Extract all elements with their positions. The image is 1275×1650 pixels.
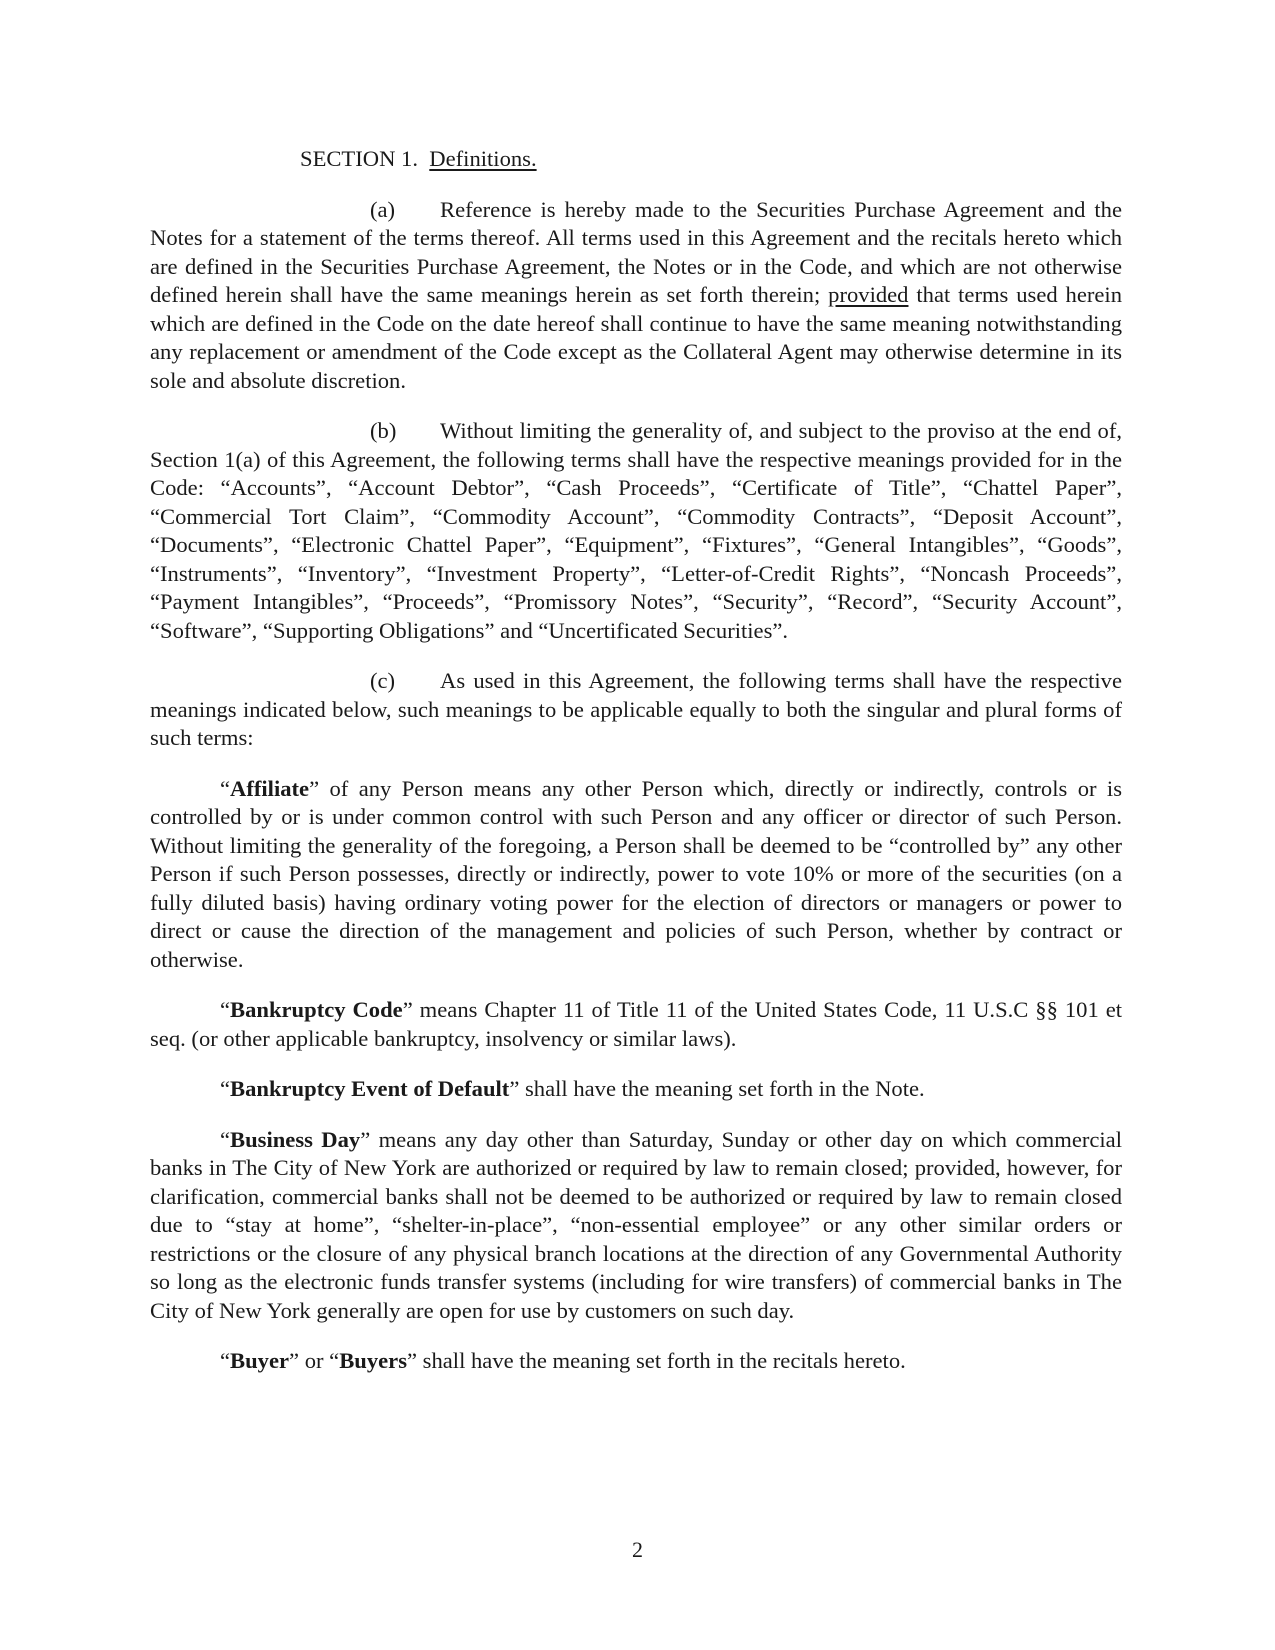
paragraph-b-label: (b) (370, 418, 397, 443)
section-title: Definitions. (429, 146, 537, 171)
defined-term-bankruptcy-code: Bankruptcy Code (230, 997, 403, 1022)
paragraph-c-text: As used in this Agreement, the following terms shall have the respective meanings indicated below, such meanings to be applicable equally to both the singular and plural forms of such terms: (150, 668, 1122, 750)
definition-business-day-text: ” means any day other than Saturday, Sunday or other day on which commercial banks in The City of New York are authorized or required by law to remain closed; provided, however, for clarification, commercial banks shall not be deemed to be authorized or required by law to remain closed due to “stay at home”, “shelter-in-place”, “non-essential employee” or any other similar orders or restrictions or the closure of any physical branch locations at the direction of any Governmental Authority so long as the electronic funds transfer systems (including for wire transfers) of commercial banks in The City of New York generally are open for use by customers on such day. (150, 1126, 1122, 1323)
defined-term-bankruptcy-event-of-default: Bankruptcy Event of Default (230, 1076, 510, 1101)
definition-bankruptcy-event-text: ” shall have the meaning set forth in the Note. (509, 1076, 925, 1101)
definition-buyer-text: ” shall have the meaning set forth in the recitals hereto. (407, 1348, 906, 1373)
definition-business-day: “Business Day” means any day other than Saturday, Sunday or other day on which commercial banks in The City of New York are authorized or required by law to remain closed; provided, however, for clarification, commercial banks shall not be deemed to be authorized or required by law to remain closed due to “stay at home”, “shelter-in-place”, “non-essential employee” or any other similar orders or restrictions or the closure of any physical branch locations at the direction of any Governmental Authority so long as the electronic funds transfer systems (including for wire transfers) of commercial banks in The City of New York generally are open for use by customers on such day. (150, 1126, 1122, 1323)
paragraph-a (150, 196, 1122, 396)
document-body (150, 145, 1122, 1376)
defined-term-buyers: Buyers (339, 1348, 407, 1373)
paragraph-b (150, 417, 1122, 645)
paragraph-c (150, 667, 1122, 753)
defined-term-business-day: Business Day (230, 1126, 361, 1152)
definition-affiliate-text: ” of any Person means any other Person which, directly or indirectly, controls or is controlled by or is under common control with such Person and any officer or director of such Person. Without limiting the generality of the foregoing, a Person shall be deemed to be “controlled by” any other Person if such Person possesses, directly or indirectly, power to vote 10% or more of the securities (on a fully diluted basis) having ordinary voting power for the election of directors or managers or power to direct or cause the direction of the management and policies of such Person, whether by contract or otherwise. (150, 775, 1122, 972)
definition-buyer: “Buyer” or “Buyers” shall have the meaning set forth in the recitals hereto. (220, 1348, 906, 1373)
section-heading (150, 145, 1122, 174)
paragraph-c-label: (c) (370, 668, 396, 693)
paragraph-a-text-1: Reference is hereby made to the Securities Purchase Agreement and the Notes for a statement of the terms thereof. All terms used in this Agreement and the recitals hereto which are defined in the Securities Purchase Agreement, the Notes or in the Code, and which are not otherwise defined herein shall have the same meanings herein as set forth therein; (150, 196, 1122, 307)
definition-bankruptcy-event-of-default: “Bankruptcy Event of Default” shall have the meaning set forth in the Note. (220, 1076, 925, 1101)
definition-bankruptcy-code-text: ” means Chapter 11 of Title 11 of the United States Code, 11 U.S.C §§ 101 et seq. (or other applicable bankruptcy, insolvency or similar laws). (150, 997, 1122, 1051)
page-number: 2 (632, 1537, 643, 1562)
definition-affiliate: “Affiliate” of any Person means any other Person which, directly or indirectly, controls or is controlled by or is under common control with such Person and any officer or director of such Person. Without limiting the generality of the foregoing, a Person shall be deemed to be “controlled by” any other Person if such Person possesses, directly or indirectly, power to vote 10% or more of the securities (on a fully diluted basis) having ordinary voting power for the election of directors or managers or power to direct or cause the direction of the management and policies of such Person, whether by contract or otherwise. (150, 775, 1122, 972)
defined-term-buyer: Buyer (230, 1348, 290, 1373)
defined-term-affiliate: Affiliate (230, 775, 310, 801)
paragraph-b-text: Without limiting the generality of, and subject to the proviso at the end of, Section 1(a) of this Agreement, the following terms shall have the respective meanings provided for in the Code: “Accounts”, “Account Debtor”, “Cash Proceeds”, “Certificate of Title”, “Chattel Paper”, “Commercial Tort Claim”, “Commodity Account”, “Commodity Contracts”, “Deposit Account”, “Documents”, “Electronic Chattel Paper”, “Equipment”, “Fixtures”, “General Intangibles”, “Goods”, “Instruments”, “Inventory”, “Investment Property”, “Letter-of-Credit Rights”, “Noncash Proceeds”, “Payment Intangibles”, “Proceeds”, “Promissory Notes”, “Security”, “Record”, “Security Account”, “Software”, “Supporting Obligations” and “Uncertificated Securities”. (150, 418, 1122, 643)
provided-term: provided (828, 282, 909, 307)
section-prefix: SECTION 1. (300, 146, 418, 171)
paragraph-a-label: (a) (370, 196, 396, 222)
paragraph-a-text-2: that terms used herein which are defined in the Code on the date hereof shall continue to have the same meaning notwithstanding any replacement or amendment of the Code except as the Collateral Agent may otherwise determine in its sole and absolute discretion. (150, 282, 1122, 393)
definition-bankruptcy-code: “Bankruptcy Code” means Chapter 11 of Title 11 of the United States Code, 11 U.S.C §§ 101 et seq. (or other applicable bankruptcy, insolvency or similar laws). (150, 997, 1122, 1051)
